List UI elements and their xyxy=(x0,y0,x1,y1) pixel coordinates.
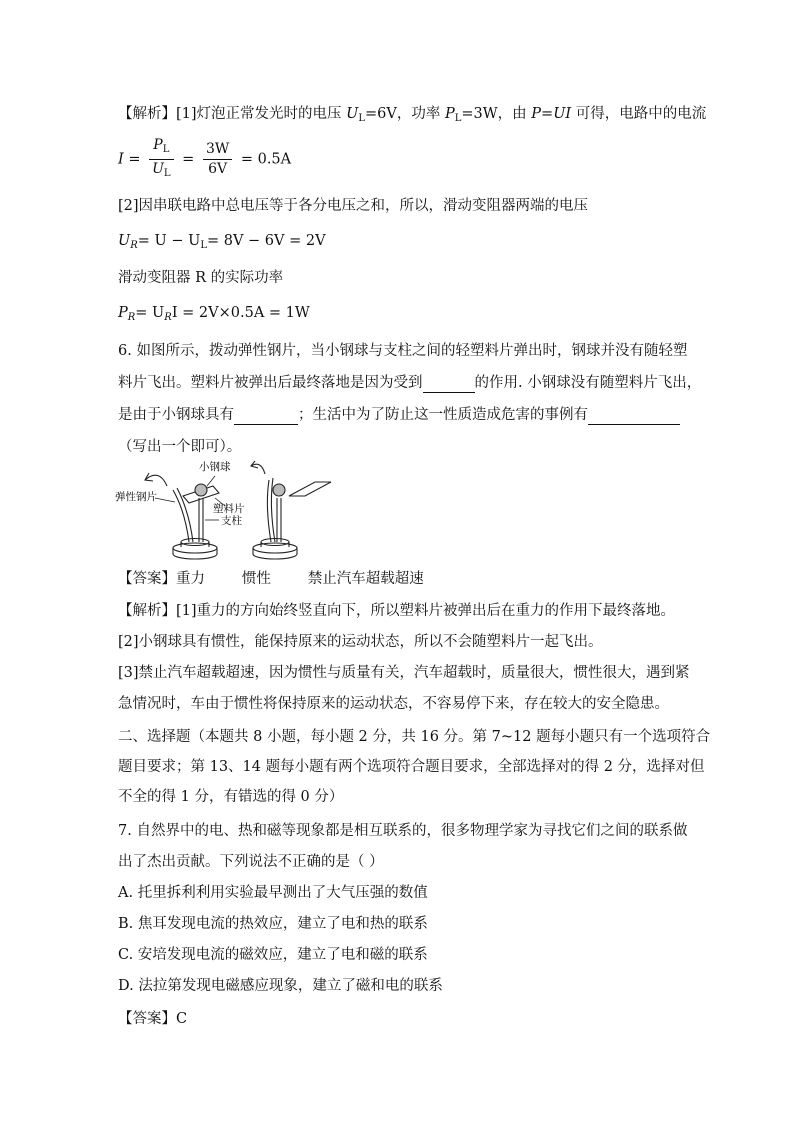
q6-analysis-3b: 急情况时，车由于惯性将保持原来的运动状态，不容易停下来，存在较大的安全隐患。 xyxy=(118,696,669,712)
q7-answer: 【答案】C xyxy=(118,1011,188,1027)
q6-figure xyxy=(115,456,335,564)
q6-answer: 【答案】重力 惯性 禁止汽车超载超速 xyxy=(118,571,424,587)
answer-blank-2 xyxy=(234,408,298,425)
q6-line-4: （写出一个即可）。 xyxy=(118,439,242,455)
steel-ball-left xyxy=(195,484,207,496)
analysis-tag: 【解析】 xyxy=(118,106,176,122)
label-pillar: 支柱 xyxy=(221,515,242,527)
q7-option-a: A. 托里拆利利用实验最早测出了大气压强的数值 xyxy=(118,885,428,901)
q7-option-b: B. 焦耳发现电流的热效应，建立了电和热的联系 xyxy=(118,916,428,932)
q6-analysis-3a: [3]禁止汽车超载超速，因为惯性与质量有关，汽车超载时，质量很大，惯性很大，遇到紧 xyxy=(118,665,690,681)
ur-equation: $U_R= U - U_L= 8V - 6V = 2V$ xyxy=(118,233,326,251)
q6-analysis-2: [2]小钢球具有惯性，能保持原来的运动状态，所以不会随塑料片一起飞出。 xyxy=(118,634,603,650)
answer-blank-3 xyxy=(588,408,680,425)
q7-line-1: 7. 自然界中的电、热和磁等现象都是相互联系的，很多物理学家为寻找它们之间的联系做 xyxy=(118,823,688,839)
section2-line-2: 题目要求；第 13、14 题每小题有两个选项符合题目要求，全部选择对的得 2 分，选择对但 xyxy=(118,759,705,775)
analysis-step-2: [2]因串联电路中总电压等于各分电压之和，所以，滑动变阻器两端的电压 xyxy=(118,198,589,214)
q7-option-d: D. 法拉第发现电磁感应现象，建立了磁和电的联系 xyxy=(118,978,443,994)
q6-analysis-1: 【解析】[1]重力的方向始终竖直向下，所以塑料片被弹出后在重力的作用下最终落地。 xyxy=(118,603,676,619)
q6-line-2: 料片飞出。塑料片被弹出后最终落地是因为受到 的作用. 小钢球没有随塑料片飞出， xyxy=(118,375,702,391)
answer-blank-1 xyxy=(423,376,475,393)
fraction-pl-ul: $\frac{P_L}{U_L}$ xyxy=(149,136,173,183)
pr-equation: $P_R= U_RI = 2V\times 0.5A = 1W$ xyxy=(118,305,310,323)
q7-line-2: 出了杰出贡献。下列说法不正确的是（ ） xyxy=(118,854,384,870)
label-ball: 小钢球 xyxy=(199,461,231,473)
section2-line-1: 二、选择题（本题共 8 小题，每小题 2 分，共 16 分。第 7~12 题每小题只有一个选项符合 xyxy=(118,729,711,745)
section2-line-3: 不全的得 1 分，有错选的得 0 分） xyxy=(118,789,344,805)
current-equation: I = $\frac{P_L}{U_L}$ = $\frac{3W}{6V}$ = 0.5A xyxy=(118,136,291,183)
q6-line-1: 6. 如图所示，拨动弹性钢片，当小钢球与支柱之间的轻塑料片弹出时，钢球并没有随轻塑 xyxy=(118,343,688,359)
q7-option-c: C. 安培发现电流的磁效应，建立了电和磁的联系 xyxy=(118,947,428,963)
steel-ball-right xyxy=(273,484,285,496)
q6-line-3: 是由于小钢球具有 ；生活中为了防止这一性质造成危害的事例有 xyxy=(118,405,680,425)
analysis-line-1: 【解析】[1]灯泡正常发光时的电压 $U_L=6V$，功率 $P_L=3W$，由 P=UI 可得，电路中的电流 xyxy=(118,106,707,124)
label-plastic: 塑料片 xyxy=(213,503,245,515)
label-spring: 弹性钢片 xyxy=(115,491,157,503)
fraction-3w-6v: $\frac{3W}{6V}$ xyxy=(203,140,232,179)
power-text: 滑动变阻器 R 的实际功率 xyxy=(118,270,284,286)
